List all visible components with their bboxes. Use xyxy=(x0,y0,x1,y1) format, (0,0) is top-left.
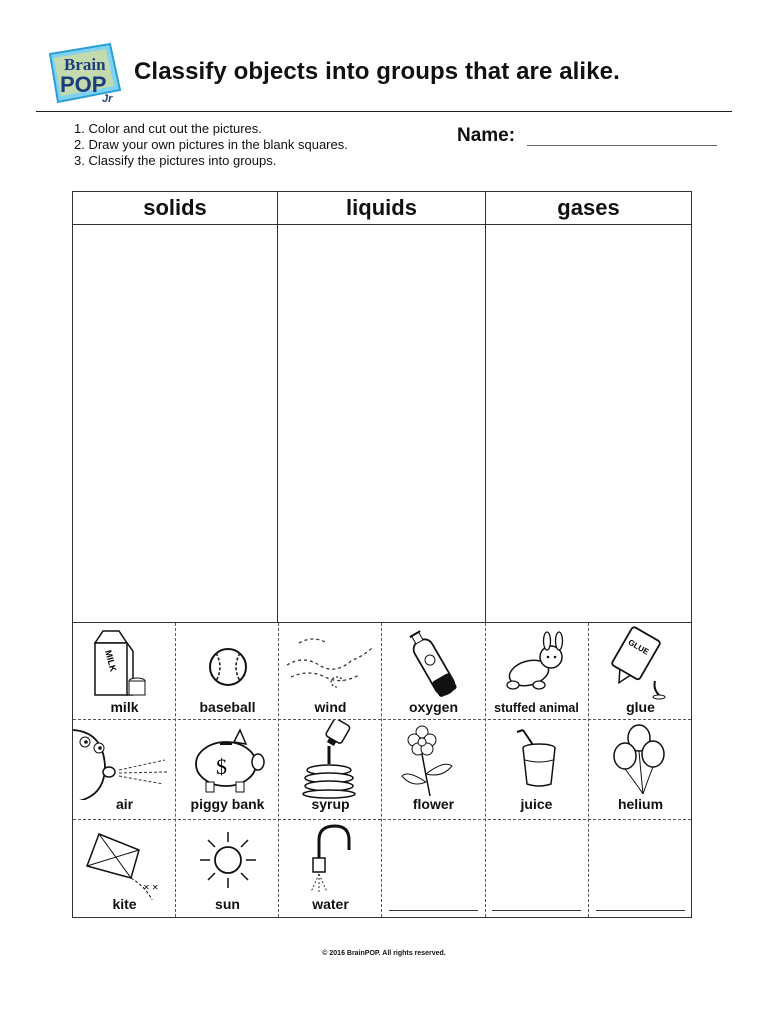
copyright-footer: © 2016 BrainPOP. All rights reserved. xyxy=(322,950,446,957)
card-label: milk xyxy=(110,699,139,715)
card-label: air xyxy=(115,796,134,812)
helium-balloons-icon xyxy=(589,720,692,800)
name-field[interactable] xyxy=(527,145,717,146)
card-label: helium xyxy=(617,796,664,812)
card-stuffed-animal[interactable] xyxy=(485,623,588,721)
syrup-pancakes-icon xyxy=(279,720,382,800)
card-oxygen[interactable] xyxy=(382,623,485,721)
instructions-list xyxy=(74,121,348,169)
kite-icon xyxy=(73,820,176,900)
column-solids[interactable] xyxy=(73,192,278,622)
blank-label-line xyxy=(492,910,581,911)
card-label: piggy bank xyxy=(190,796,265,812)
card-label: oxygen xyxy=(408,699,458,715)
instruction-item: 2. Draw your own pictures in the blank squares. xyxy=(74,137,348,152)
name-label: Name: xyxy=(457,125,516,146)
baseball-icon xyxy=(176,623,279,703)
header-divider xyxy=(36,111,732,112)
water-faucet-icon xyxy=(279,820,382,900)
card-label: syrup xyxy=(311,796,350,812)
flower-icon xyxy=(382,720,485,800)
stuffed-bunny-icon xyxy=(485,623,588,703)
card-kite[interactable] xyxy=(73,820,176,918)
blank-label-line xyxy=(596,910,685,911)
column-header-gases: gases xyxy=(486,192,691,225)
card-label: glue xyxy=(626,699,655,715)
blank-label-line xyxy=(389,910,478,911)
page-title: Classify objects into groups that are alike. xyxy=(134,58,620,85)
card-wind[interactable] xyxy=(279,623,382,721)
classification-table xyxy=(72,191,692,623)
svg-text:POP: POP xyxy=(60,72,107,97)
card-helium[interactable] xyxy=(589,720,692,818)
wind-icon xyxy=(279,623,382,703)
card-label: flower xyxy=(412,796,455,812)
sun-icon xyxy=(176,820,279,900)
card-label: kite xyxy=(112,896,137,912)
svg-text:Jr: Jr xyxy=(102,93,113,105)
column-gases[interactable] xyxy=(486,192,691,622)
card-label: juice xyxy=(520,796,553,812)
blank-card[interactable] xyxy=(382,820,485,918)
card-flower[interactable] xyxy=(382,720,485,818)
card-label: water xyxy=(312,896,349,912)
card-baseball[interactable] xyxy=(176,623,279,721)
column-header-solids: solids xyxy=(73,192,277,225)
blank-card[interactable] xyxy=(485,820,588,918)
oxygen-tank-icon xyxy=(382,623,485,703)
card-piggy-bank[interactable] xyxy=(176,720,279,818)
card-juice[interactable] xyxy=(485,720,588,818)
blank-card[interactable] xyxy=(589,820,692,918)
card-water[interactable] xyxy=(279,820,382,918)
card-glue[interactable] xyxy=(589,623,692,721)
instruction-item: 3. Classify the pictures into groups. xyxy=(74,153,277,168)
svg-text:$: $ xyxy=(216,754,227,779)
card-syrup[interactable] xyxy=(279,720,382,818)
brainpop-jr-logo xyxy=(44,40,124,108)
card-label: wind xyxy=(314,699,347,715)
picture-cards-grid xyxy=(72,623,692,918)
column-header-liquids: liquids xyxy=(278,192,485,225)
card-air[interactable] xyxy=(73,720,176,818)
air-blowing-icon xyxy=(73,720,176,800)
card-label: stuffed animal xyxy=(494,701,579,715)
piggy-bank-icon xyxy=(176,720,279,800)
svg-text:MILK: MILK xyxy=(103,648,119,673)
glue-bottle-icon xyxy=(589,623,692,703)
instruction-item: 1. Color and cut out the pictures. xyxy=(74,121,262,136)
milk-carton-icon xyxy=(73,623,176,703)
card-milk[interactable] xyxy=(73,623,176,721)
card-label: sun xyxy=(215,896,240,912)
card-label: baseball xyxy=(199,699,256,715)
column-liquids[interactable] xyxy=(278,192,486,622)
juice-glass-icon xyxy=(485,720,588,800)
card-sun[interactable] xyxy=(176,820,279,918)
svg-text:Brain: Brain xyxy=(64,55,106,74)
svg-text:✕ ✕: ✕ ✕ xyxy=(143,883,159,892)
svg-text:GLUE: GLUE xyxy=(626,637,651,657)
